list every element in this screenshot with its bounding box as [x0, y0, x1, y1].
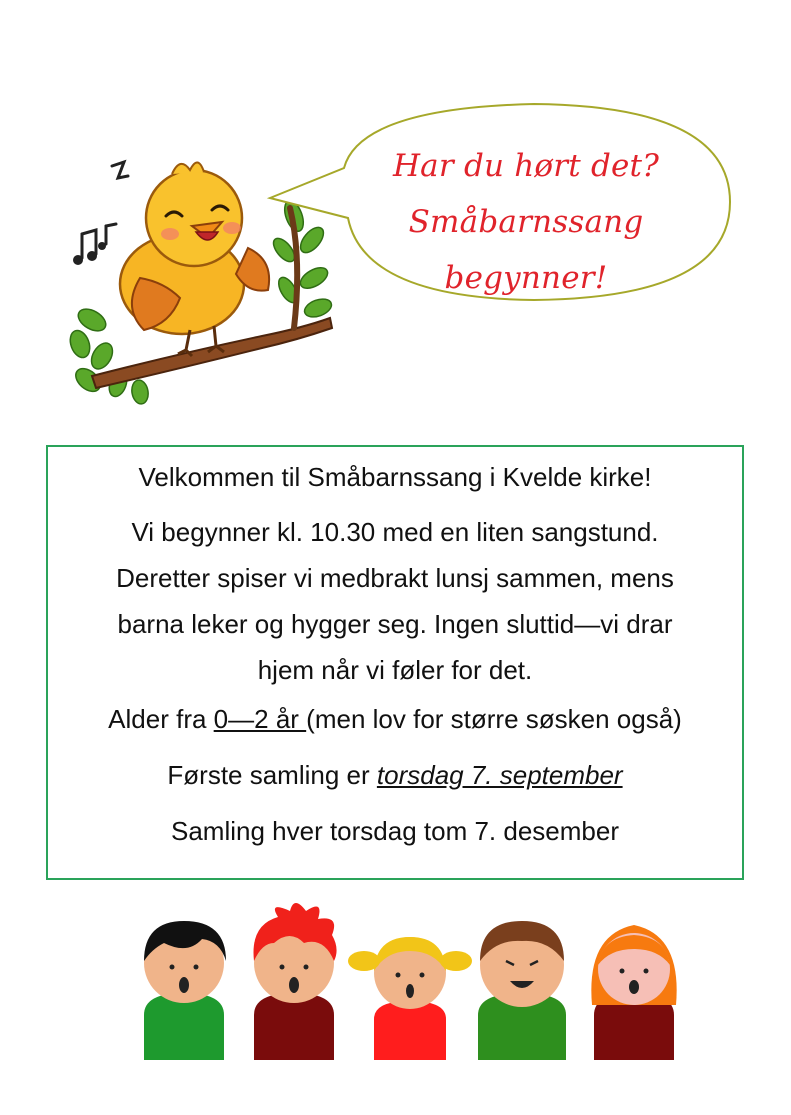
kid-3-icon	[348, 937, 472, 1060]
description-line-2: Deretter spiser vi medbrakt lunsj sammen, mens	[116, 563, 674, 593]
first-prefix: Første samling er	[167, 760, 377, 790]
age-text	[48, 699, 742, 739]
bubble-headline	[326, 138, 726, 306]
description-line-1: Vi begynner kl. 10.30 med en liten sangstund.	[131, 517, 659, 547]
description-line-3: barna leker og hygger seg. Ingen sluttid—vi drar	[117, 609, 673, 639]
welcome-text: Velkommen til Småbarnssang i Kvelde kirke!	[138, 462, 652, 492]
first-date: torsdag 7. september	[376, 760, 623, 790]
kid-2-icon	[254, 903, 337, 1060]
singing-kids-illustration	[128, 895, 688, 1060]
age-prefix: Alder fra	[108, 704, 214, 734]
description-line-4: hjem når vi føler for det.	[257, 655, 533, 685]
kid-5-icon	[591, 925, 676, 1060]
age-range: 0—2 år	[213, 704, 307, 734]
description-text	[48, 509, 742, 693]
kid-4-icon	[478, 921, 566, 1060]
music-notes-icon	[73, 162, 128, 265]
info-box	[46, 445, 744, 880]
first-session-text	[48, 755, 742, 795]
schedule-text: Samling hver torsdag tom 7. desember	[171, 816, 619, 846]
bubble-line-1: Har du hørt det?	[392, 148, 660, 184]
bird-icon	[120, 162, 269, 356]
age-suffix: (men lov for større søsken også)	[306, 704, 682, 734]
kid-1-icon	[144, 921, 226, 1060]
bubble-line-2: Småbarnssang begynner!	[408, 204, 644, 296]
